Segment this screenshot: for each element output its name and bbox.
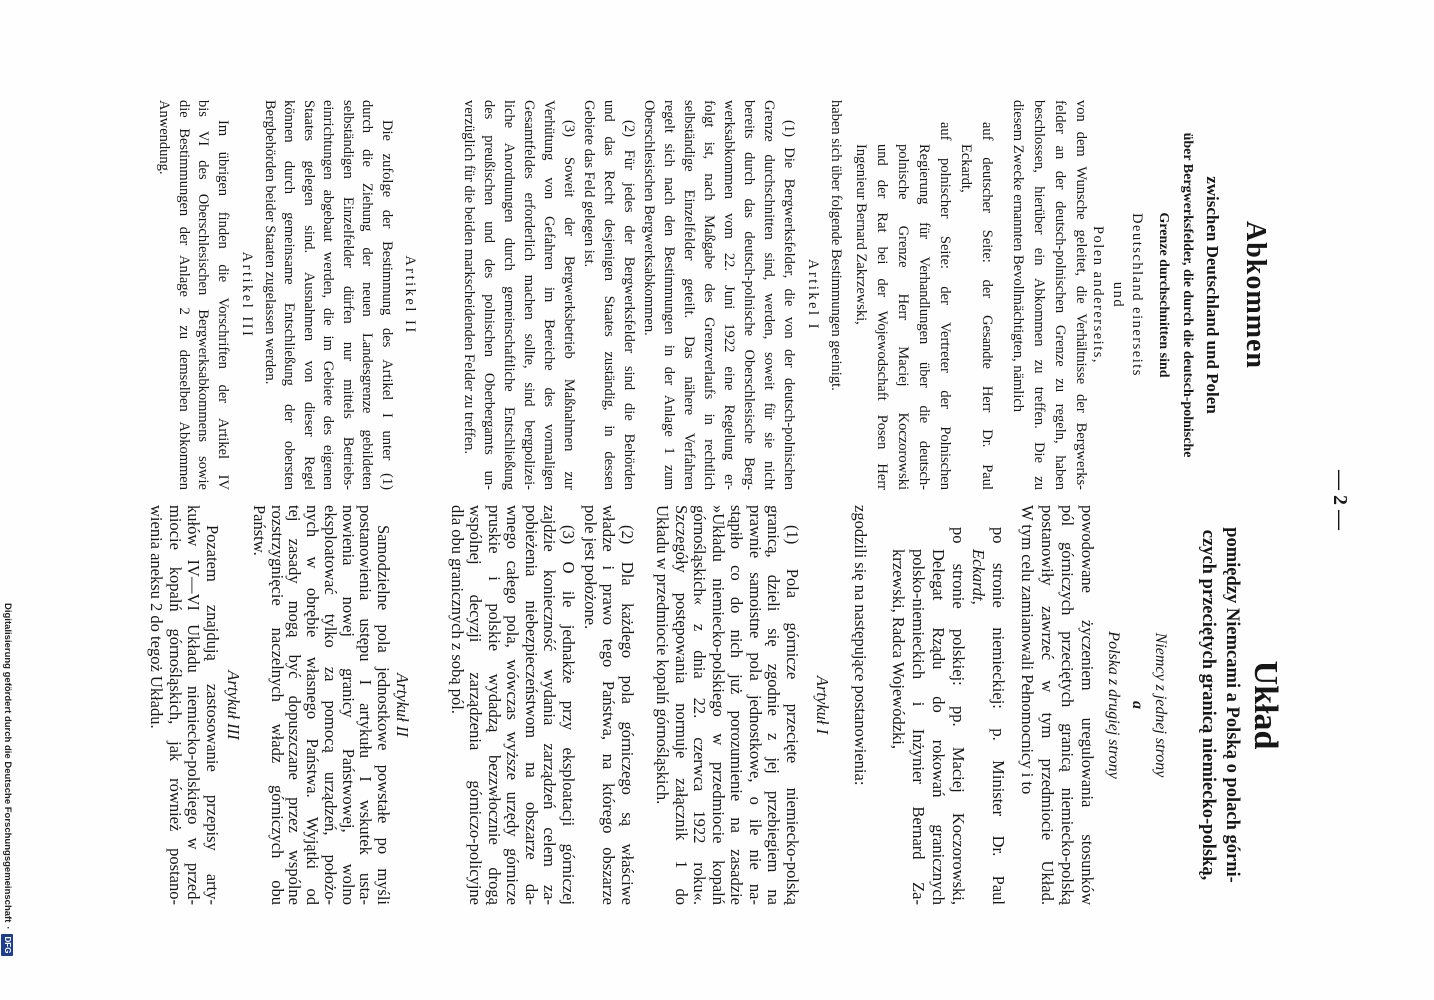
text-line: folgt ist, nach Maßgabe des Grenzverlaufs in rechtlich — [701, 100, 717, 490]
text-line: Układu w przedmiocie kopalń górnośląskich. — [653, 505, 673, 805]
text-line: wnego całego pola, wówczas wyższe urzędy górnicze — [503, 505, 523, 905]
text-line: Szczegóły postępowania normuje załącznik 1 do — [672, 505, 691, 905]
text-line: pomiędzy Niemcami a Polską o polach górni- — [1222, 527, 1242, 883]
text-line: polnische Grenze Herr Maciej Koczorowski — [895, 144, 911, 490]
text-line: Verhütung von Gefahren im Bereiche des vormaligen — [541, 100, 557, 490]
text-line: stąpiło co do nich już porozumienie na zasadzie — [727, 505, 747, 905]
text-line: einrichtungen abgebaut werden, die im Gebiete des eigenen — [320, 100, 337, 490]
text-line: werksabkommen vom 22. Juni 1922 eine Regelung er- — [721, 100, 737, 490]
polish-party-and: a — [1129, 701, 1146, 709]
text-line: beschlossen, hierüber ein Abkommen zu treffen. Die zu — [1031, 100, 1047, 490]
text-line: Anwendung. — [156, 100, 173, 175]
text-line: granicą, dzieli się zgodnie z jej przebiegiem na — [764, 505, 784, 905]
text-line: W tym celu zamianowali Pełnomocnicy i to — [1018, 505, 1037, 795]
text-line: Państw. — [250, 505, 270, 556]
text-line: (2) Für jedes der Bergwerksfelder sind die Behörden — [621, 120, 637, 490]
text-line: Eckardt, — [958, 144, 974, 193]
text-line: die Bestimmungen der Anlage 2 zu demselben Abkommen — [176, 100, 192, 490]
text-line: Grenze durchschnitten sind — [1156, 212, 1171, 378]
text-line: Staates gelegen sind. Ausnahmen von dieser Regel — [301, 100, 317, 490]
polish-article-2-paragraph — [250, 505, 392, 905]
polish-party-poland: Polska z drugiej strony — [1105, 631, 1122, 779]
text-line: können durch gemeinsame Entschließung der obersten — [281, 100, 298, 490]
text-line: tej zasady mogą być dopuszczane przez wspólne — [285, 505, 305, 905]
text-line: liche Anordnungen durch gemeinschaftliche Entschließung — [501, 100, 517, 490]
text-line: nowienia nowej granicy Państwowej, wolno — [338, 505, 358, 905]
text-line: eksploatować tylko za pomocą urządzeń, położo- — [320, 505, 340, 905]
german-title: Abkommen — [1240, 220, 1271, 369]
text-line: durch die Ziehung der neuen Landesgrenze gebildeten — [359, 100, 376, 490]
text-line: pruskie i polskie wydadzą bezzwłocznie drogą — [485, 505, 504, 905]
text-line: Regierung für Verhandlungen über die deutsch- — [916, 144, 932, 490]
digitization-credit — [1, 603, 14, 956]
text-line: verzüglich für die beiden markscheidenden Felder zu treffen. — [461, 100, 477, 455]
text-line: polsko-niemieckich i Inżynier Bernard Za- — [909, 549, 928, 905]
german-subtitle: zwischen Deutschland und Polen — [1203, 176, 1222, 414]
text-line: Samodzielne pola jednostkowe powstałe po myśli — [374, 525, 393, 905]
text-line: Gebiete das Feld gelegen ist. — [581, 100, 597, 268]
polish-article-3-heading: Artykuł III — [224, 670, 243, 740]
polish-title: Układ — [1247, 660, 1284, 750]
polish-delegate-germany — [968, 505, 1008, 905]
text-line: pole jest położone. — [581, 505, 600, 630]
german-party-and: und — [1110, 281, 1126, 309]
text-line: pobieżenia niebezpieczeństwom na obszarze da- — [522, 505, 541, 905]
german-article-1-paragraph-1 — [639, 100, 799, 490]
text-line: Grenze durchschnitten sind, werden, soweit für sie nicht — [761, 100, 777, 490]
text-line: diesem Zwecke ernannten Bevollmächtigten, nämlich — [1010, 100, 1026, 413]
text-line: selbständige Einzelfelder geteilt. Das nähere Verfahren — [681, 100, 697, 490]
text-line: zajdzie konieczność wydania zarządzeń celem za- — [540, 505, 560, 905]
text-line: powodowane życzeniem uregulowania stosunków — [1078, 505, 1097, 905]
text-line: władze i prawo tego Państwa, na którego obszarze — [599, 505, 619, 905]
text-line: selbständigen Einzelfelder dürfen nur mittels Betriebs- — [340, 100, 356, 490]
text-line: Pozatem znajdują zastosowanie przepisy arty- — [203, 525, 222, 905]
german-delegate-germany — [955, 100, 997, 490]
german-article-2-heading: Artikel II — [402, 255, 418, 335]
german-subject — [1151, 100, 1199, 490]
text-line: (3) Soweit der Bergwerksbetrieb Maßnahmen zur — [561, 120, 577, 490]
text-line: Im übrigen finden die Vorschriften der Artikel IV — [215, 120, 231, 490]
text-line: czych przeciętych granicą niemiecko-polską, — [1198, 529, 1218, 881]
text-line: pól górniczych przeciętych granicą niemiecko-polską — [1058, 505, 1077, 905]
text-line: felder an der deutsch-polnischen Grenze zu regeln, haben — [1052, 100, 1068, 490]
text-line: krzewski, Radca Wojewódzki, — [889, 549, 908, 749]
text-line: postanowienia ustępu I artykułu I wskutek usta- — [356, 505, 376, 905]
polish-article-1-paragraph-2 — [581, 505, 637, 905]
polish-article-1-heading: Artykuł I — [813, 675, 832, 735]
polish-delegate-poland — [888, 505, 968, 905]
text-line: Gesamtfeldes erforderlich machen sollte, sind bergpolizei- — [521, 100, 537, 490]
text-line: Ingenieur Bernard Zakrzewski, — [853, 144, 869, 325]
polish-article-2-heading: Artykuł II — [393, 673, 412, 737]
text-line: prawnie samoistne pola jednostkowe, o ile nie na- — [746, 505, 765, 905]
polish-article-3-paragraph — [146, 505, 221, 905]
german-article-1-paragraph-3 — [459, 100, 579, 490]
text-line: nych w obrębie własnego Państwa. Wyjątki od — [303, 505, 323, 905]
text-line: »Układu niemiecko-polskiego w przedmiocie kopalń — [709, 505, 728, 905]
german-article-1-paragraph-2 — [579, 100, 639, 490]
text-line: po stronie polskiej: pp. Maciej Koczorowski, — [949, 527, 968, 905]
text-line: wienia aneksu 2 do tegoż Układu. — [146, 505, 166, 729]
page-number: — 2 — — [1329, 470, 1351, 530]
polish-party-germany: Niemcy z jednej strony — [1152, 632, 1169, 778]
text-line: Oberschlesischen Bergwerksabkommen. — [641, 100, 657, 336]
text-line: kułów IV—VI Układu niemiecko-polskiego w przed- — [184, 505, 204, 905]
german-article-3-heading: Artikel III — [239, 251, 255, 339]
text-line: des preußischen und des polnischen Oberbergamts un- — [481, 100, 497, 490]
text-line: von dem Wunsche geleitet, die Verhältnisse der Bergwerks- — [1073, 100, 1089, 490]
dfg-logo-icon: DFG — [2, 934, 14, 957]
german-article-3-paragraph — [154, 100, 232, 490]
text-line: (1) Die Bergwerksfelder, die von der deutsch-polnischen — [781, 120, 797, 490]
polish-article-1-paragraph-1 — [653, 505, 801, 905]
polish-agreement-clause: zgodzili się na następujące postanowienia: — [851, 505, 870, 786]
german-preamble — [1007, 100, 1091, 490]
text-line: regelt sich nach den Bestimmungen in der Anlage 1 zum — [661, 100, 677, 490]
german-party-poland: Polen andererseits, — [1090, 225, 1106, 365]
polish-preamble — [1017, 505, 1097, 905]
text-line: auf deutscher Seite: der Gesandte Herr Dr. Paul — [979, 122, 995, 490]
text-line: dla obu granicznych z sobą pól. — [448, 505, 467, 714]
text-line: Bergbehörden beider Staaten zugelassen werden. — [262, 100, 278, 385]
polish-subtitle — [1196, 505, 1244, 905]
text-line: po stronie niemieckiej: p. Minister Dr. Paul — [989, 527, 1008, 905]
digitization-credit-text: Digitalisierung gefördert durch die Deutsche Forschungsgemeinschaft — [2, 603, 13, 923]
german-party-germany: Deutschland einerseits — [1129, 213, 1145, 377]
german-agreement-clause: haben sich über folgende Bestimmungen geeinigt. — [828, 100, 844, 391]
text-line: Die zufolge der Bestimmung des Artikel I unter (1) — [379, 120, 395, 490]
text-line: wspólnej decyzji zarządzenia górniczo-policyjne — [466, 505, 486, 905]
text-line: über Bergwerksfelder, die durch die deutsch-polnische — [1180, 132, 1195, 458]
text-line: auf polnischer Seite: der Vertreter der Polnischen — [937, 122, 953, 490]
text-line: górnośląskich« z dnia 22. czerwca 1922 roku«. — [690, 505, 710, 905]
german-article-2-paragraph — [260, 100, 397, 490]
text-line: (2) Dla każdego pola górniczego są właściwe — [618, 525, 637, 905]
german-article-1-heading: Artikel I — [805, 258, 821, 332]
text-line: und das Recht desjenigen Staates zuständig, in dessen — [601, 100, 617, 490]
polish-article-1-paragraph-3 — [448, 505, 578, 905]
text-line: bereits durch das deutsch-polnische Oberschlesische Berg- — [741, 100, 757, 490]
german-delegate-poland — [850, 100, 955, 490]
text-line: Eckardt, — [969, 549, 988, 605]
text-line: und der Rat bei der Wojewodschaft Posen Herr — [874, 144, 890, 490]
text-line: (3) O ile jednakże przy eksploatacji górniczej — [559, 525, 578, 905]
text-line: rozstrzygnięcie naczelnych władz górniczych obu — [267, 505, 287, 905]
text-line: bis VI des Oberschlesischen Bergwerksabkommens sowie — [195, 100, 212, 490]
text-line: miocie kopalń górnośląskich, jak również postano- — [165, 505, 185, 905]
text-line: Delegat Rządu do rokowań granicznych — [929, 549, 948, 905]
text-line: (1) Pola górnicze przecięte niemiecko-polską — [783, 525, 802, 905]
credit-separator: · — [2, 926, 13, 930]
text-line: postanowiły zawrzeć w tym przedmiocie Układ. — [1038, 505, 1057, 905]
